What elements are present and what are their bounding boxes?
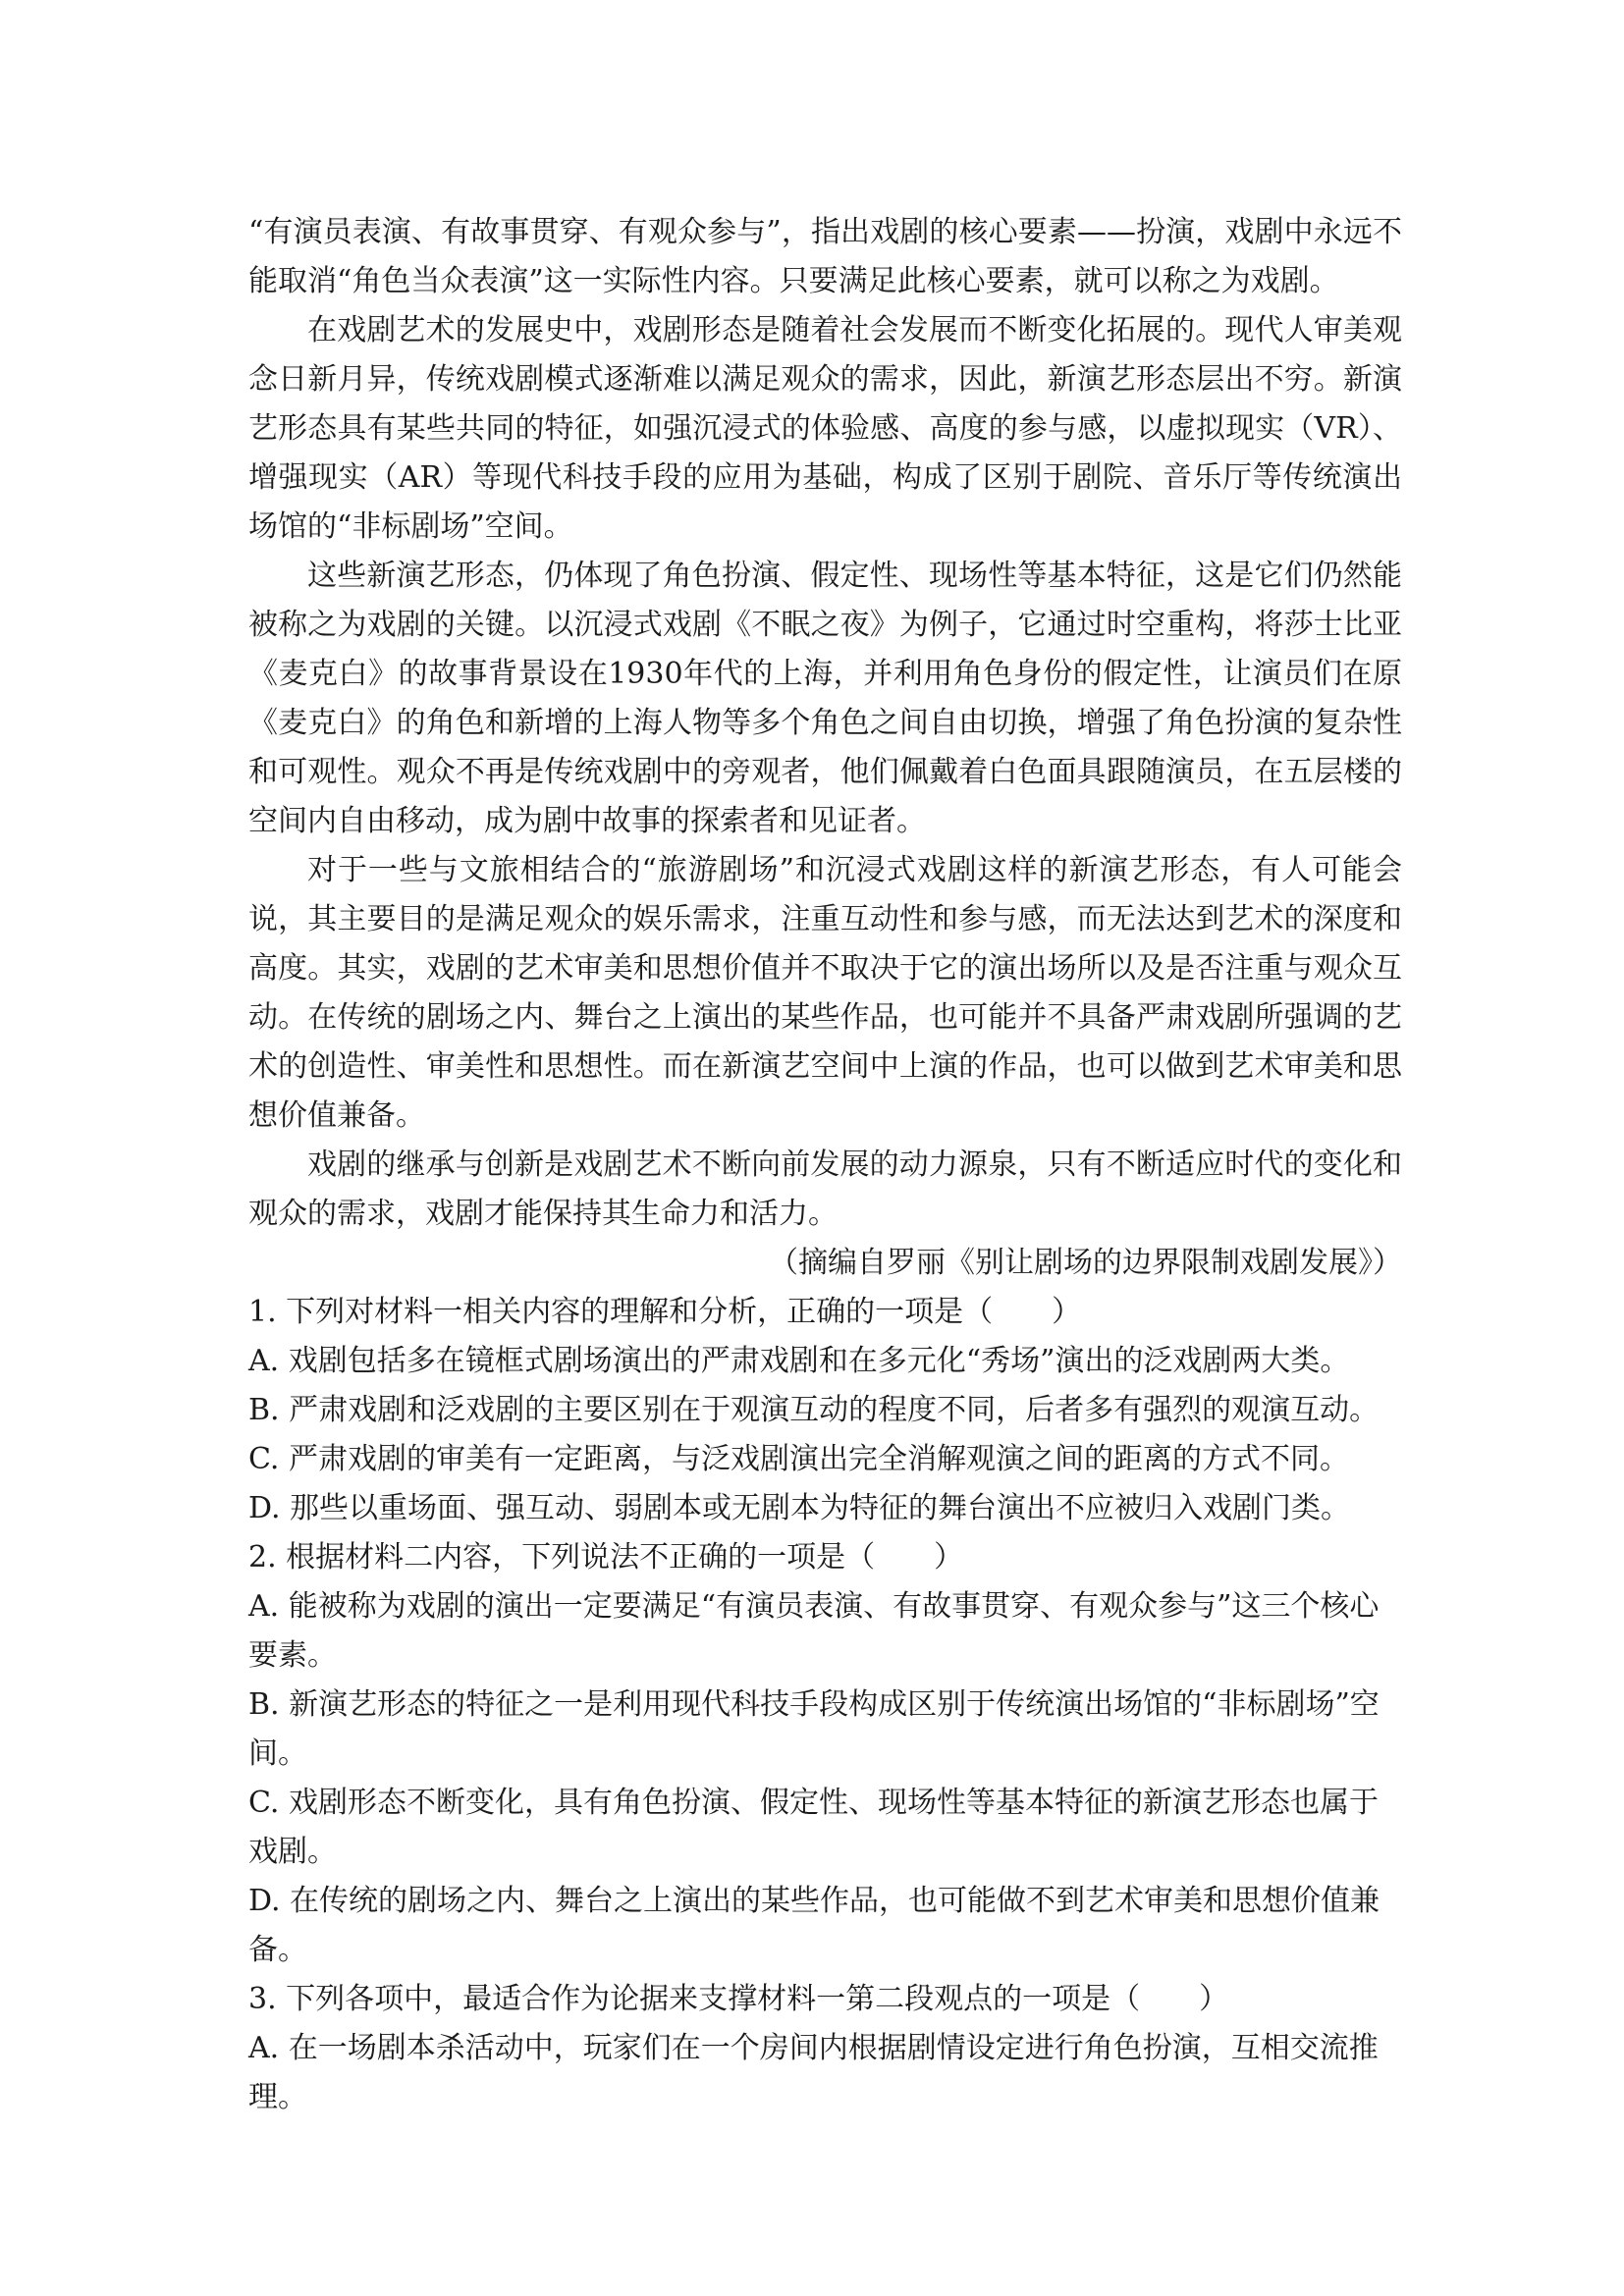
passage-paragraph-5: 戏剧的继承与创新是戏剧艺术不断向前发展的动力源泉，只有不断适应时代的变化和观众的需求，戏剧才能保持其生命力和活力。 (248, 1148, 1402, 1231)
option-a: A. 能被称为戏剧的演出一定要满足“有演员表演、有故事贯穿、有观众参与”这三个核心要素。 (248, 1589, 1380, 1673)
option-b: B. 严肃戏剧和泛戏剧的主要区别在于观演互动的程度不同，后者多有强烈的观演互动。 (248, 1393, 1380, 1427)
option-d: D. 那些以重场面、强互动、弱剧本或无剧本为特征的舞台演出不应被归入戏剧门类。 (248, 1491, 1351, 1525)
source-citation: （摘编自罗丽《别让剧场的边界限制戏剧发展》） (769, 1246, 1402, 1280)
question-stem: 2. 根据材料二内容，下列说法不正确的一项是（ ） (248, 1540, 964, 1575)
option-b: B. 新演艺形态的特征之一是利用现代科技手段构成区别于传统演出场馆的“非标剧场”空间。 (248, 1687, 1380, 1771)
passage-paragraph-2: 在戏剧艺术的发展史中，戏剧形态是随着社会发展而不断变化拓展的。现代人审美观念日新月异，传统戏剧模式逐渐难以满足观众的需求，因此，新演艺形态层出不穷。新演艺形态具有某些共同的特征，如强沉浸式的体验感、高度的参与感，以虚拟现实（VR）、增强现实（AR）等现代科技手段的应用为基础，构成了区别于剧院、音乐厅等传统演出场馆的“非标剧场”空间。 (248, 313, 1402, 544)
document-page (248, 208, 1402, 2122)
passage-paragraph-3: 这些新演艺形态，仍体现了角色扮演、假定性、现场性等基本特征，这是它们仍然能被称之为戏剧的关键。以沉浸式戏剧《不眠之夜》为例子，它通过时空重构，将莎士比亚《麦克白》的故事背景设在1930年代的上海，并利用角色身份的假定性，让演员们在原《麦克白》的角色和新增的上海人物等多个角色之间自由切换，增强了角色扮演的复杂性和可观性。观众不再是传统戏剧中的旁观者，他们佩戴着白色面具跟随演员，在五层楼的空间内自由移动，成为剧中故事的探索者和见证者。 (248, 559, 1402, 838)
option-a: A. 在一场剧本杀活动中，玩家们在一个房间内根据剧情设定进行角色扮演，互相交流推理。 (248, 2031, 1379, 2114)
passage-paragraph-1: “有演员表演、有故事贯穿、有观众参与”，指出戏剧的核心要素——扮演，戏剧中永远不能取消“角色当众表演”这一实际性内容。只要满足此核心要素，就可以称之为戏剧。 (248, 215, 1402, 298)
option-d: D. 在传统的剧场之内、舞台之上演出的某些作品，也可能做不到艺术审美和思想价值兼备。 (248, 1884, 1380, 1967)
question-stem: 3. 下列各项中，最适合作为论据来支撑材料一第二段观点的一项是（ ） (248, 1982, 1229, 2016)
option-c: C. 严肃戏剧的审美有一定距离，与泛戏剧演出完全消解观演之间的距离的方式不同。 (248, 1442, 1349, 1476)
question-1 (248, 1288, 1402, 1533)
option-a: A. 戏剧包括多在镜框式剧场演出的严肃戏剧和在多元化“秀场”演出的泛戏剧两大类。 (248, 1344, 1350, 1378)
question-3 (248, 1975, 1402, 2122)
option-c: C. 戏剧形态不断变化，具有角色扮演、假定性、现场性等基本特征的新演艺形态也属于戏剧。 (248, 1786, 1379, 1869)
passage-paragraph-4: 对于一些与文旅相结合的“旅游剧场”和沉浸式戏剧这样的新演艺形态，有人可能会说，其主要目的是满足观众的娱乐需求，注重互动性和参与感，而无法达到艺术的深度和高度。其实，戏剧的艺术审美和思想价值并不取决于它的演出场所以及是否注重与观众互动。在传统的剧场之内、舞台之上演出的某些作品，也可能并不具备严肃戏剧所强调的艺术的创造性、审美性和思想性。而在新演艺空间中上演的作品，也可以做到艺术审美和思想价值兼备。 (248, 853, 1402, 1133)
question-2 (248, 1533, 1402, 1975)
question-stem: 1. 下列对材料一相关内容的理解和分析，正确的一项是（ ） (248, 1295, 1082, 1329)
